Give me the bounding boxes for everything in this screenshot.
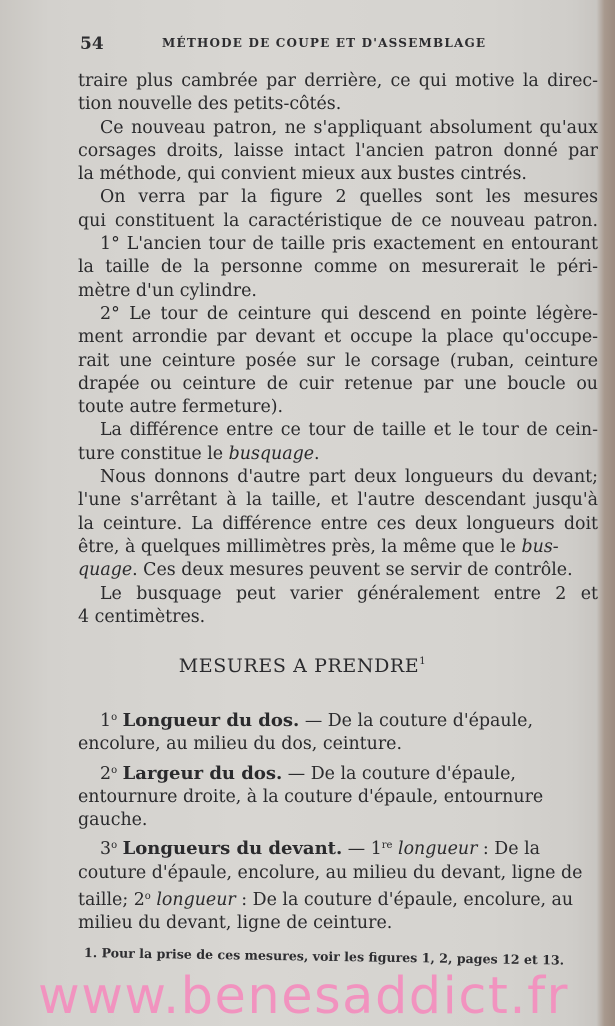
text-fragment: être, à quelques millimètres près, la même que le — [78, 536, 522, 557]
measure-text: — De la couture d'épaule, entournure droite, à la couture d'épaule, entournure gauche. — [78, 763, 544, 831]
italic-term: longueur — [150, 890, 236, 911]
degree-sign: o — [144, 891, 151, 903]
measure-title: Longueurs du devant. — [122, 838, 343, 860]
body-text — [78, 70, 598, 629]
text-line — [78, 536, 598, 559]
text-line: rait une ceinture posée sur le corsage (ruban, ceinture — [78, 350, 598, 371]
text-line: l'une s'arrêtant à la taille, et l'autre descendant jusqu'à — [78, 490, 598, 511]
text-line: drapée ou ceinture de cuir retenue par une boucle ou — [78, 373, 598, 394]
measure-text: : De la couture d'épaule, encolure, au milieu du devant, ligne de ceinture. — [78, 890, 574, 934]
text-line: Ce nouveau patron, ne s'appliquant absolument qu'aux — [100, 117, 598, 138]
text-line: la méthode, qui convient mieux aux bustes cintrés. — [78, 164, 527, 185]
text-line: qui constituent la caractéristique de ce nouveau patron. — [78, 210, 598, 231]
text-line: tion nouvelle des petits-côtés. — [78, 94, 342, 115]
section-title-text: MESURES A PRENDRE — [178, 655, 420, 677]
text-line — [78, 443, 598, 466]
italic-term: longueur — [392, 839, 478, 860]
text-line: 2° Le tour de ceinture qui descend en pointe légère- — [100, 303, 598, 324]
text-line: traire plus cambrée par derrière, ce qui motive la direc- — [78, 71, 598, 91]
text-fragment: . Ces deux mesures peuvent se servir de contrôle. — [132, 560, 573, 581]
text-line: toute autre fermeture). — [78, 397, 284, 418]
measure-item — [78, 759, 600, 833]
measure-text: — De la couture d'épaule, encolure, au milieu du dos, ceinture. — [78, 711, 533, 755]
footnote-reference: 1 — [419, 656, 427, 667]
watermark: www.benesaddict.fr — [38, 967, 570, 1026]
italic-term: busquage — [228, 443, 314, 464]
text-line: corsages droits, laisse intact l'ancien patron donné par — [78, 140, 598, 161]
running-title: MÉTHODE DE COUPE ET D'ASSEMBLAGE — [162, 36, 487, 50]
measure-dash: — 1 — [342, 839, 382, 860]
section-title — [0, 655, 605, 677]
superscript: re — [381, 840, 393, 852]
text-line: la ceinture. La différence entre ces deux longueurs doit — [78, 513, 598, 534]
text-line: mètre d'un cylindre. — [78, 280, 257, 301]
text-line: ment arrondie par devant et occupe la place qu'occupe- — [78, 327, 598, 348]
measure-text: : De la couture d'épaule, encolure, au milieu du devant, ligne de taille; 2 — [78, 839, 583, 911]
text-fragment: . — [314, 443, 320, 464]
italic-term: quage — [78, 560, 133, 581]
italic-term: bus- — [521, 536, 559, 557]
text-line: 1° L'ancien tour de taille pris exactement en entourant — [100, 234, 598, 255]
measure-number — [78, 711, 117, 731]
text-line: Nous donnons d'autre part deux longueurs du devant; — [100, 467, 598, 488]
measure-title: Longueur du dos. — [122, 710, 300, 731]
footnote: 1. Pour la prise de ces mesures, voir les figures 1, 2, pages 12 et 13. — [83, 945, 565, 968]
text-fragment: ture constitue le — [78, 443, 229, 464]
degree-sign: o — [111, 712, 118, 723]
number: 2 — [100, 763, 112, 784]
measure-number — [78, 839, 117, 859]
number: 1 — [100, 711, 112, 731]
text-line: Le busquage peut varier généralement entre 2 et — [100, 583, 598, 604]
measure-number — [78, 764, 117, 784]
text-line: la taille de la personne comme on mesurerait le péri- — [78, 257, 598, 278]
measure-item — [78, 706, 600, 757]
text-line: La différence entre ce tour de taille et le tour de cein- — [100, 420, 598, 441]
measure-item — [78, 834, 600, 935]
degree-sign: o — [111, 764, 118, 776]
text-line: On verra par la figure 2 quelles sont les mesures — [100, 187, 598, 208]
page-number: 54 — [80, 34, 104, 54]
page-header — [80, 34, 600, 58]
text-line — [78, 559, 598, 582]
measures-list — [78, 706, 600, 938]
text-line: 4 centimètres. — [78, 606, 206, 627]
measure-title: Largeur du dos. — [122, 762, 283, 784]
degree-sign: o — [111, 840, 118, 852]
number: 3 — [100, 839, 112, 860]
